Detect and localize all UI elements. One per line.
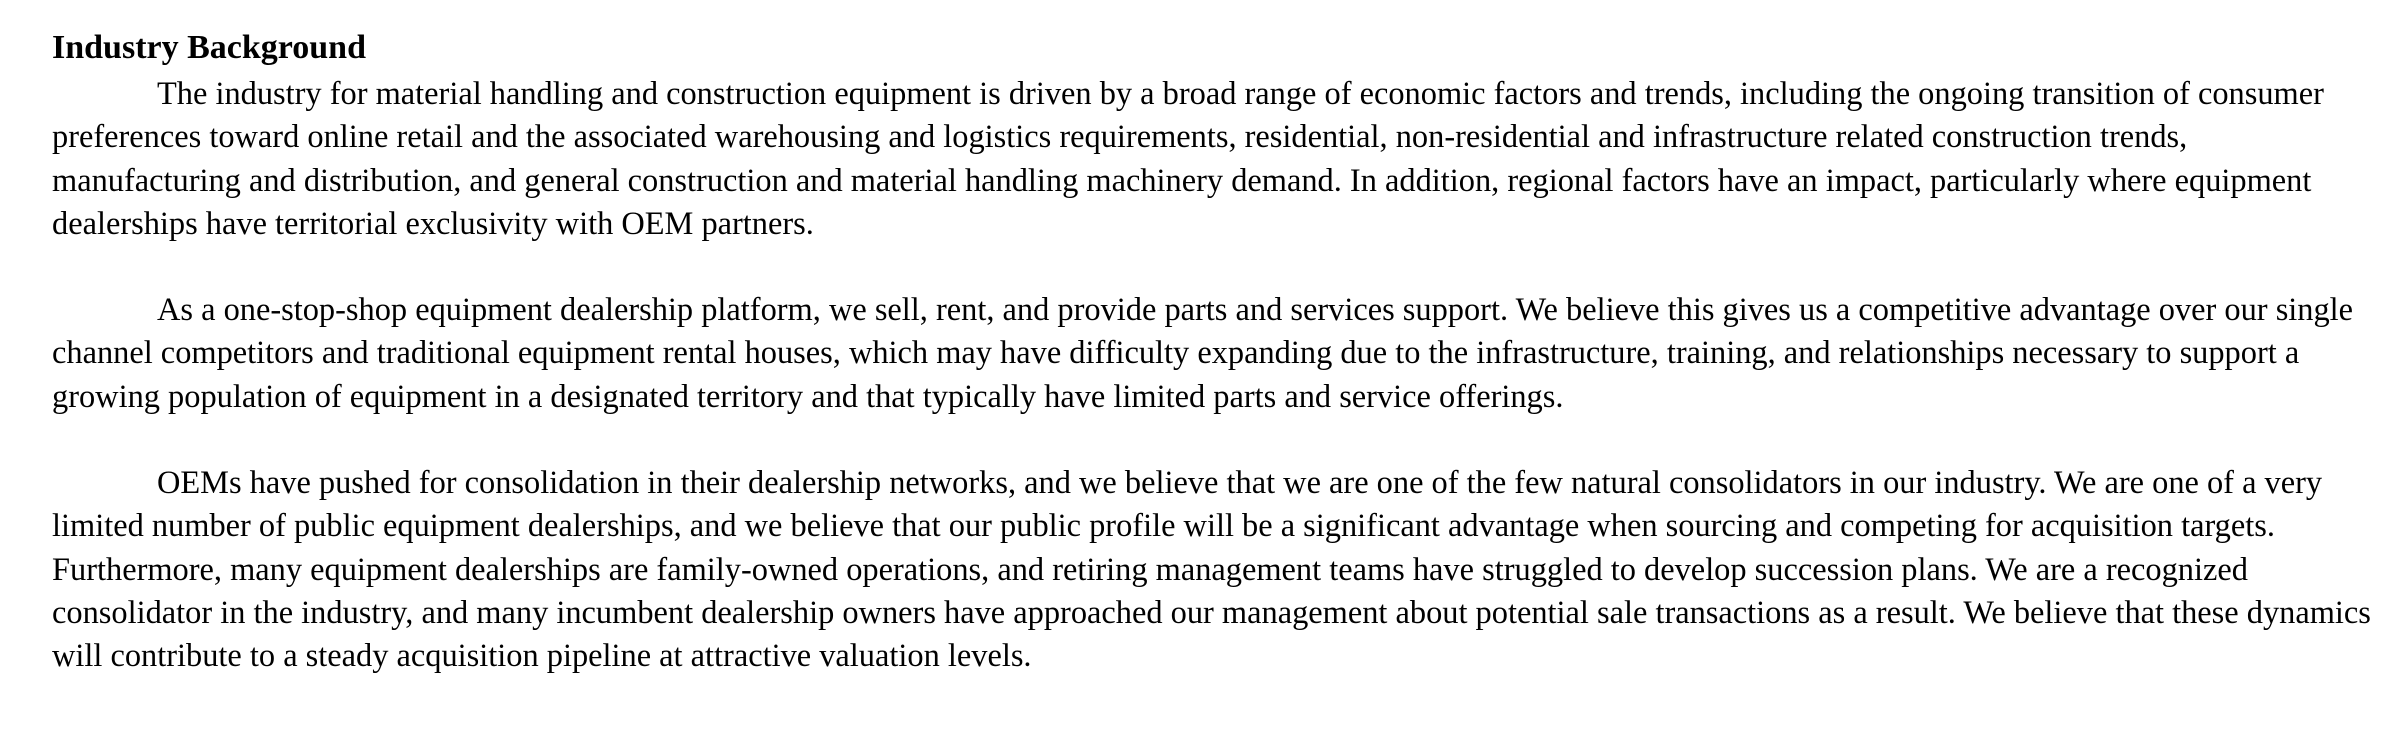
section-heading: Industry Background xyxy=(52,29,366,66)
paragraph-industry-factors: The industry for material handling and construction equipment is driven by a broad range of economic factors and trends, including the ongoing transition of consumer preferences toward online retail and the associated warehousing and logistics requirements, residential, non-residential and infrastructure related construction trends, manufacturing and distribution, and general construction and material handling machinery demand. In addition, regional factors have an impact, particularly where equipment dealerships have territorial exclusivity with OEM partners. xyxy=(52,76,2324,242)
document-body xyxy=(52,26,2382,679)
paragraph-consolidation: OEMs have pushed for consolidation in their dealership networks, and we believe that we are one of the few natural consolidators in our industry. We are one of a very limited number of public equipment dealerships, and we believe that our public profile will be a significant advantage when sourcing and competing for acquisition targets. Furthermore, many equipment dealerships are family-owned operations, and retiring management teams have struggled to develop succession plans. We are a recognized consolidator in the industry, and many incumbent dealership owners have approached our management about potential sale transactions as a result. We believe that these dynamics will contribute to a steady acquisition pipeline at attractive valuation levels. xyxy=(52,465,2371,675)
paragraph-one-stop-shop: As a one-stop-shop equipment dealership platform, we sell, rent, and provide parts and services support. We believe this gives us a competitive advantage over our single channel competitors and traditional equipment rental houses, which may have difficulty expanding due to the infrastructure, training, and relationships necessary to support a growing population of equipment in a designated territory and that typically have limited parts and service offerings. xyxy=(52,292,2354,415)
